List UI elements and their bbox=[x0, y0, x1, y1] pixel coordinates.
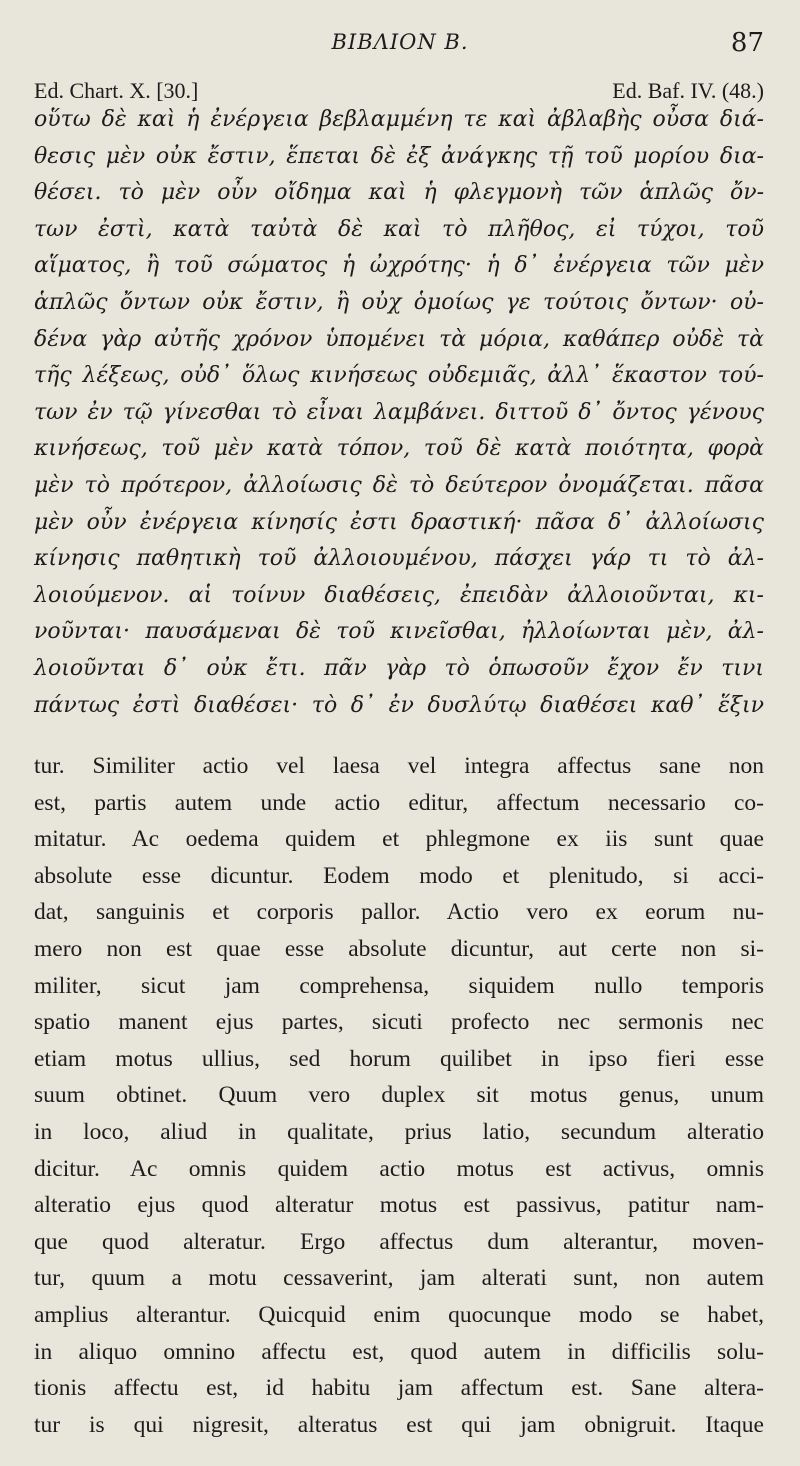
greek-line: των ἐστὶ, κατὰ ταὐτὰ δὲ καὶ τὸ πλῆθος, εἰ τύχοι, τοῦ bbox=[34, 216, 764, 242]
latin-line: amplius alterantur. Quicquid enim quocunque modo se habet, bbox=[34, 1301, 764, 1328]
greek-line: οὕτω δὲ καὶ ἡ ἐνέργεια βεβλαμμένη τε καὶ ἀβλαβὴς οὖσα διά- bbox=[34, 107, 764, 132]
greek-line: πάντως ἐστὶ διαθέσει· τὸ δ᾽ ἐν δυσλύτῳ διαθέσει καθ᾽ ἕξιν bbox=[34, 692, 764, 718]
greek-line: των ἐν τῷ γίνεσθαι τὸ εἶναι λαμβάνει. διττοῦ δ᾽ ὄντος γένους bbox=[34, 399, 764, 425]
latin-line: alteratio ejus quod alteratur motus est passivus, patitur nam- bbox=[34, 1192, 764, 1219]
latin-line: dat, sanguinis et corporis pallor. Actio vero ex eorum nu- bbox=[34, 899, 764, 926]
greek-line: ἁπλῶς ὄντων οὐκ ἔστιν, ἢ οὐχ ὁμοίως γε τούτοις ὄντων· οὐ- bbox=[34, 289, 764, 315]
page-number: 87 bbox=[730, 28, 764, 58]
edition-chart-reference: Ed. Chart. X. [30.] bbox=[34, 78, 199, 103]
greek-line: τῆς λέξεως, οὐδ᾽ ὅλως κινήσεως οὐδεμιᾶς, ἀλλ᾽ ἕκαστον τού- bbox=[34, 363, 764, 389]
latin-line: etiam motus ullius, sed horum quilibet in ipso fieri esse bbox=[34, 1045, 764, 1072]
greek-line: αἵματος, ἢ τοῦ σώματος ἡ ὠχρότης· ἡ δ᾽ ἐνέργεια τῶν μὲν bbox=[34, 253, 764, 279]
latin-text-block bbox=[34, 748, 764, 1443]
latin-line: spatio manent ejus partes, sicuti profecto nec sermonis nec bbox=[34, 1009, 764, 1036]
greek-line: θεσις μὲν οὐκ ἔστιν, ἕπεται δὲ ἐξ ἀνάγκης τῇ τοῦ μορίου δια- bbox=[34, 143, 764, 169]
edition-basel-reference: Ed. Baf. IV. (48.) bbox=[612, 78, 764, 103]
latin-line: tur. Similiter actio vel laesa vel integra affectus sane non bbox=[34, 753, 764, 779]
latin-line: tur, quum a motu cessaverint, jam alterati sunt, non autem bbox=[34, 1265, 764, 1292]
greek-line: μὲν τὸ πρότερον, ἀλλοίωσις δὲ τὸ δεύτερον ὀνομάζεται. πᾶσα bbox=[34, 472, 764, 498]
latin-line: absolute esse dicuntur. Eodem modo et plenitudo, si acci- bbox=[34, 862, 764, 889]
greek-line: δένα γὰρ αὐτῆς χρόνον ὑπομένει τὰ μόρια, καθάπερ οὐδὲ τὰ bbox=[34, 326, 764, 352]
latin-line: tur is qui nigresit, alteratus est qui jam obnigruit. Itaque bbox=[34, 1411, 764, 1438]
running-title: BIBΛΙΟΝ B. bbox=[331, 30, 469, 54]
latin-line: tionis affectu est, id habitu jam affectum est. Sane altera- bbox=[34, 1375, 764, 1402]
greek-text-block bbox=[34, 102, 764, 724]
greek-line: μὲν οὖν ἐνέργεια κίνησίς ἐστι δραστική· πᾶσα δ᾽ ἀλλοίωσις bbox=[34, 509, 764, 535]
latin-line: in loco, aliud in qualitate, prius latio, secundum alteratio bbox=[34, 1118, 764, 1145]
latin-line: mitatur. Ac oedema quidem et phlegmone ex iis sunt quae bbox=[34, 826, 764, 853]
greek-line: λοιούμενον. αἱ τοίνυν διαθέσεις, ἐπειδὰν ἀλλοιοῦνται, κι- bbox=[34, 582, 764, 608]
latin-line: militer, sicut jam comprehensa, siquidem nullo temporis bbox=[34, 972, 764, 999]
latin-line: dicitur. Ac omnis quidem actio motus est activus, omnis bbox=[34, 1155, 764, 1182]
latin-line: que quod alteratur. Ergo affectus dum alterantur, moven- bbox=[34, 1228, 764, 1255]
greek-line: θέσει. τὸ μὲν οὖν οἴδημα καὶ ἡ φλεγμονὴ τῶν ἁπλῶς ὄν- bbox=[34, 180, 764, 206]
greek-line: νοῦνται· παυσάμεναι δὲ τοῦ κινεῖσθαι, ἠλλοίωνται μὲν, ἀλ- bbox=[34, 619, 764, 645]
latin-line: in aliquo omnino affectu est, quod autem in difficilis solu- bbox=[34, 1338, 764, 1365]
greek-line: κινήσεως, τοῦ μὲν κατὰ τόπον, τοῦ δὲ κατὰ ποιότητα, φορὰ bbox=[34, 436, 764, 462]
latin-line: suum obtinet. Quum vero duplex sit motus genus, unum bbox=[34, 1082, 764, 1109]
latin-line: mero non est quae esse absolute dicuntur, aut certe non si- bbox=[34, 935, 764, 962]
greek-line: κίνησις παθητικὴ τοῦ ἀλλοιουμένου, πάσχει γάρ τι τὸ ἀλ- bbox=[34, 546, 764, 572]
latin-line: est, partis autem unde actio editur, affectum necessario co- bbox=[34, 789, 764, 816]
greek-line: λοιοῦνται δ᾽ οὐκ ἔτι. πᾶν γὰρ τὸ ὁπωσοῦν ἔχον ἔν τινι bbox=[34, 655, 764, 681]
